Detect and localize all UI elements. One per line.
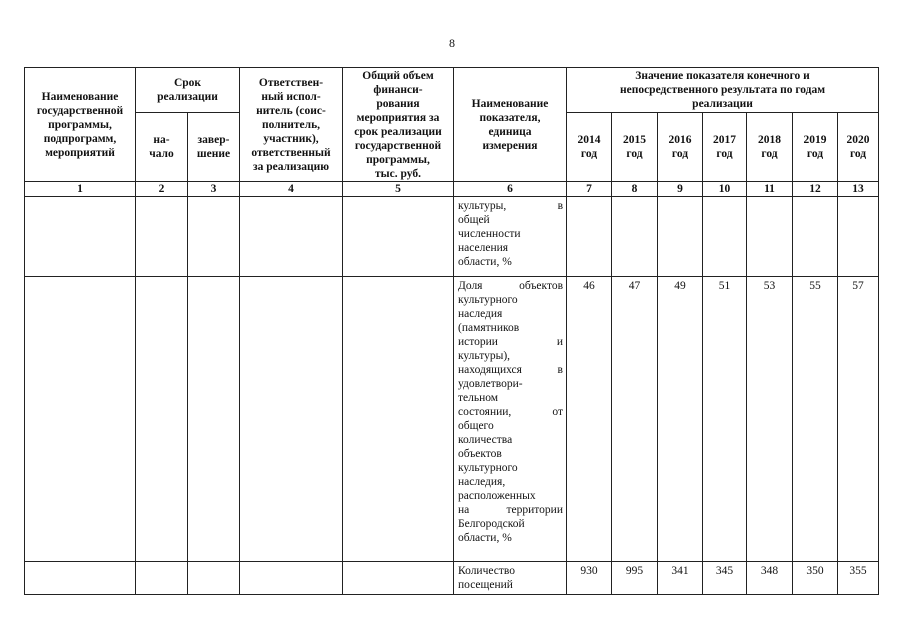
value-cell (793, 197, 838, 277)
header-text-line: измерения (482, 139, 538, 152)
column-number: 1 (25, 182, 136, 197)
header-text-line: нитель (соис- (256, 104, 326, 117)
empty-cell (25, 197, 136, 277)
header-text-line: программы, (48, 118, 112, 131)
header-text-line: мероприятия за (356, 111, 440, 124)
header-year-2019: 2019 год (793, 113, 838, 182)
header-year-2014: 2014 год (567, 113, 612, 182)
indicator-text-line: на территории (458, 504, 563, 516)
empty-cell (188, 562, 240, 595)
header-text-line: за реализацию (252, 160, 330, 173)
value-cell: 46 (567, 277, 612, 562)
header-funding (343, 68, 454, 182)
indicator-cell (454, 197, 567, 277)
header-text-line: финанси- (373, 83, 423, 96)
indicator-text-line: культуры), (458, 350, 511, 362)
empty-cell (240, 562, 343, 595)
indicator-text-line: Доля объектов (458, 280, 563, 292)
value-cell (567, 197, 612, 277)
header-text-line: завер- (197, 134, 230, 146)
value-cell: 355 (838, 562, 879, 595)
value-cell: 57 (838, 277, 879, 562)
table-row (25, 562, 879, 595)
header-text-line: срок реализации (354, 125, 442, 138)
value-cell: 348 (747, 562, 793, 595)
header-text-line: государственной (354, 139, 442, 152)
header-executor (240, 68, 343, 182)
empty-cell (343, 197, 454, 277)
header-text-line: Значение показателя конечного и (635, 70, 810, 82)
header-text-line: мероприятий (45, 146, 115, 159)
indicator-text-line: Белгородской (458, 518, 525, 530)
indicator-text-line: наследия (458, 308, 503, 320)
value-cell: 345 (703, 562, 747, 595)
header-year-2015: 2015 год (612, 113, 658, 182)
header-text-line: Наименование (41, 90, 119, 103)
value-cell: 930 (567, 562, 612, 595)
indicator-text-line: культурного (458, 462, 518, 474)
column-number: 5 (343, 182, 454, 197)
indicator-text-line: населения (458, 242, 509, 254)
value-cell (612, 197, 658, 277)
header-program-name (25, 68, 136, 182)
value-cell: 995 (612, 562, 658, 595)
header-text-line: рования (376, 97, 420, 110)
header-text-line: ответственный (251, 146, 331, 159)
empty-cell (25, 277, 136, 562)
empty-cell (188, 277, 240, 562)
indicator-text-line: состоянии, от (458, 406, 563, 418)
indicator-text-line: общего (458, 420, 494, 432)
table-row (25, 197, 879, 277)
header-text-line: тыс. руб. (375, 167, 421, 180)
header-text-line: Общий объем (362, 69, 434, 82)
header-text-line: подпрограмм, (43, 132, 117, 145)
header-indicator-name (454, 68, 567, 182)
value-cell: 47 (612, 277, 658, 562)
indicator-text-line: области, % (458, 532, 512, 544)
header-text-line: Ответствен- (258, 76, 324, 89)
header-text-line: программы, (366, 153, 430, 166)
empty-cell (240, 277, 343, 562)
header-term-end (188, 113, 240, 182)
empty-cell (240, 197, 343, 277)
value-cell (838, 197, 879, 277)
header-text-line: Наименование (471, 97, 549, 110)
program-indicators-table (24, 67, 879, 595)
empty-cell (25, 562, 136, 595)
value-cell (703, 197, 747, 277)
value-cell: 55 (793, 277, 838, 562)
column-number: 3 (188, 182, 240, 197)
indicator-text-line: тельном (458, 392, 499, 404)
indicator-text-line: количества (458, 434, 513, 446)
header-year-2020: 2020 год (838, 113, 879, 182)
column-number: 11 (747, 182, 793, 197)
indicator-text-line: находящихся в (458, 364, 563, 376)
value-cell: 49 (658, 277, 703, 562)
indicator-text-line: наследия, (458, 476, 506, 488)
indicator-text-line: удовлетвори- (458, 378, 523, 390)
column-number: 9 (658, 182, 703, 197)
empty-cell (343, 562, 454, 595)
indicator-text-line: (памятников (458, 322, 520, 334)
header-text-line: непосредственного результата по годам (619, 84, 826, 96)
header-text-line: единица (488, 125, 532, 138)
page-number: 8 (449, 36, 455, 50)
header-text-line: участник), (263, 132, 319, 145)
header-year-2018: 2018 год (747, 113, 793, 182)
indicator-cell (454, 277, 567, 562)
empty-cell (136, 562, 188, 595)
indicator-text-line: общей (458, 214, 490, 226)
header-text-line: показателя, (479, 111, 541, 124)
header-year-2016: 2016 год (658, 113, 703, 182)
indicator-text-line: посещений (458, 579, 513, 591)
indicator-text-line: объектов (458, 448, 502, 460)
empty-cell (136, 197, 188, 277)
indicator-text-line: Количество (458, 565, 515, 577)
indicator-cell (454, 562, 567, 595)
indicator-text-line: культуры, в (458, 200, 563, 212)
header-year-2017: 2017 год (703, 113, 747, 182)
column-number: 8 (612, 182, 658, 197)
header-text-line: на- (153, 134, 170, 146)
column-number: 4 (240, 182, 343, 197)
header-text-line: ный испол- (261, 90, 321, 103)
value-cell: 53 (747, 277, 793, 562)
header-text-line: чало (149, 148, 174, 160)
table-row (25, 277, 879, 562)
value-cell: 350 (793, 562, 838, 595)
column-number: 7 (567, 182, 612, 197)
empty-cell (188, 197, 240, 277)
indicator-text-line: численности (458, 228, 521, 240)
empty-cell (136, 277, 188, 562)
value-cell (658, 197, 703, 277)
header-text-line: полнитель, (261, 118, 321, 131)
column-number: 6 (454, 182, 567, 197)
column-number: 10 (703, 182, 747, 197)
column-numbers-row (25, 182, 879, 197)
header-term-start (136, 113, 188, 182)
empty-cell (343, 277, 454, 562)
header-text-line: шение (196, 148, 231, 160)
header-values-group (567, 68, 879, 113)
value-cell: 341 (658, 562, 703, 595)
indicator-text-line: истории и (458, 336, 563, 348)
header-term: Срок реализации (136, 68, 240, 113)
column-number: 12 (793, 182, 838, 197)
header-text-line: государственной (36, 104, 124, 117)
indicator-text-line: культурного (458, 294, 518, 306)
header-text-line: реализации (692, 98, 753, 110)
value-cell: 51 (703, 277, 747, 562)
indicator-text-line: расположенных (458, 490, 536, 502)
column-number: 13 (838, 182, 879, 197)
indicator-text-line: области, % (458, 256, 512, 268)
value-cell (747, 197, 793, 277)
column-number: 2 (136, 182, 188, 197)
